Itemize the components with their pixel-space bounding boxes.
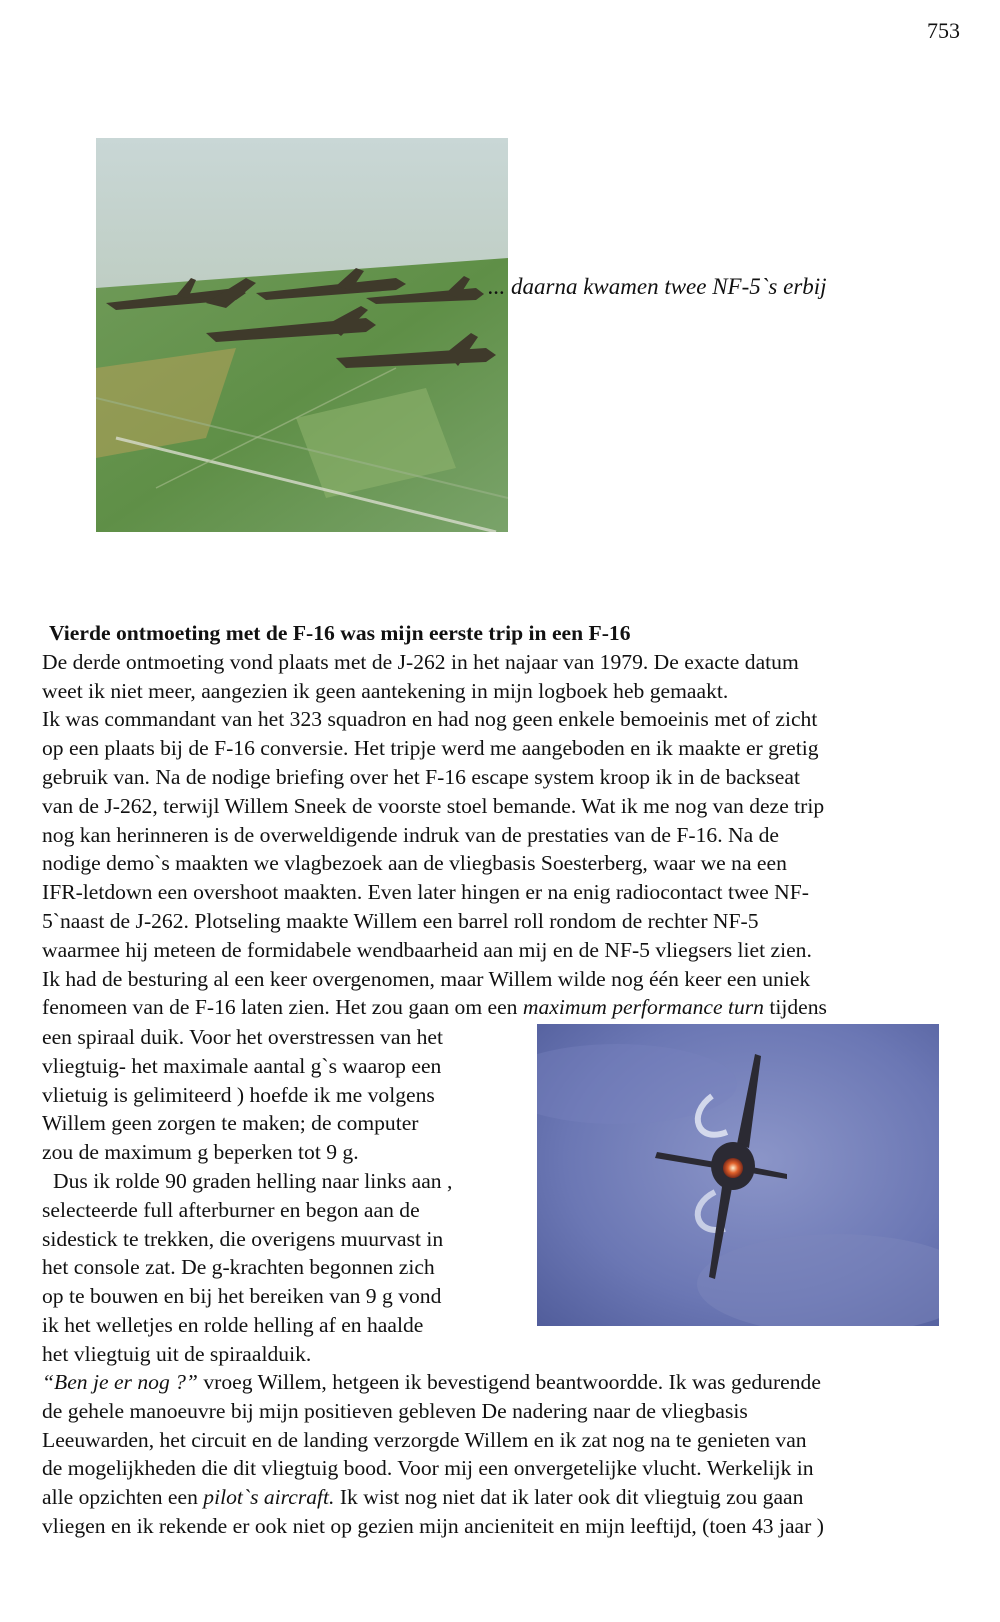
text-line: vlietuig is gelimiteerd ) hoefde ik me volgens xyxy=(42,1082,435,1107)
text-segment: vroeg Willem, hetgeen ik bevestigend beantwoordde. Ik was gedurende xyxy=(197,1370,821,1394)
text-line: de gehele manoeuvre bij mijn positieven gebleven De nadering naar de vliegbasis xyxy=(42,1398,748,1423)
text-line: De derde ontmoeting vond plaats met de J-262 in het najaar van 1979. De exacte datum xyxy=(42,649,799,674)
text-line: ik het welletjes en rolde helling af en haalde xyxy=(42,1312,424,1337)
italic-quote: “Ben je er nog ?” xyxy=(42,1370,198,1394)
text-segment: alle opzichten een xyxy=(42,1485,204,1510)
text-line: het console zat. De g-krachten begonnen zich xyxy=(42,1255,435,1280)
article-wrapped-block xyxy=(42,1023,522,1369)
text-line: Dus ik rolde 90 graden helling naar links aan , xyxy=(53,1168,453,1193)
text-line: van de J-262, terwijl Willem Sneek de voorste stoel bemande. Wat ik me nog van deze trip xyxy=(42,793,825,818)
text-line: op een plaats bij de F-16 conversie. Het tripje werd me aangeboden en ik maakte er gretig xyxy=(42,736,819,761)
text-line: het vliegtuig uit de spiraalduik. xyxy=(42,1341,312,1366)
text-line: Ik had de besturing al een keer overgenomen, maar Willem wilde nog één keer een uniek xyxy=(42,966,811,991)
text-line: vliegen en ik rekende er ook niet op gezien mijn ancieniteit en mijn leeftijd, (toen 43 jaar ) xyxy=(42,1513,824,1538)
article-heading: Vierde ontmoeting met de F-16 was mijn eerste trip in een F-16 xyxy=(49,621,631,645)
text-line: weet ik niet meer, aangezien ik geen aantekening in mijn logboek heb gemaakt. xyxy=(42,678,729,703)
text-segment: Ik wist nog niet dat ik later ook dit vliegtuig zou gaan xyxy=(334,1485,804,1510)
text-line-mpt xyxy=(42,993,958,1022)
italic-term: pilot`s aircraft. xyxy=(203,1485,335,1510)
text-line: zou de maximum g beperken tot 9 g. xyxy=(42,1140,359,1165)
italic-term: maximum performance turn xyxy=(522,995,764,1020)
text-line: gebruik van. Na de nodige briefing over het F-16 escape system kroop ik in de backseat xyxy=(42,764,800,789)
text-line: Willem geen zorgen te maken; de computer xyxy=(42,1111,419,1136)
formation-photo-caption: ... daarna kwamen twee NF-5`s erbij xyxy=(488,274,827,299)
text-line: Leeuwarden, het circuit en de landing verzorgde Willem en ik zat nog na te genieten van xyxy=(42,1427,807,1452)
text-line-quote xyxy=(42,1368,958,1397)
page-number: 753 xyxy=(927,18,960,43)
text-line: een spiraal duik. Voor het overstressen van het xyxy=(42,1025,443,1049)
text-line: nodige demo`s maakten we vlagbezoek aan de vliegbasis Soesterberg, waar we na een xyxy=(42,851,787,876)
formation-photo xyxy=(96,138,508,532)
article-bottom-block xyxy=(42,1368,958,1541)
text-line: selecteerde full afterburner en begon aan de xyxy=(42,1197,420,1222)
text-segment: fenomeen van de F-16 laten zien. Het zou gaan om een xyxy=(42,995,523,1020)
text-line: op te bouwen en bij het bereiken van 9 g vond xyxy=(42,1284,442,1309)
text-line: 5`naast de J-262. Plotseling maakte Willem een barrel roll rondom de rechter NF-5 xyxy=(42,908,759,933)
text-segment: tijdens xyxy=(763,995,827,1020)
text-line-pilot xyxy=(42,1483,958,1512)
text-line: IFR-letdown een overshoot maakten. Even later hingen er na enig radiocontact twee NF- xyxy=(42,880,809,905)
text-line: nog kan herinneren is de overweldigende indruk van de prestaties van de F-16. Na de xyxy=(42,822,779,847)
text-line: waarmee hij meteen de formidabele wendbaarheid aan mij en de NF-5 vliegsers liet zien. xyxy=(42,937,812,962)
f16-maneuver-photo xyxy=(537,1024,939,1326)
text-line: vliegtuig- het maximale aantal g`s waarop een xyxy=(42,1053,442,1078)
text-line: Ik was commandant van het 323 squadron en had nog geen enkele bemoeinis met of zicht xyxy=(42,707,818,732)
article-top-block xyxy=(42,619,958,1022)
text-line: de mogelijkheden die dit vliegtuig bood. Voor mij een onvergetelijke vlucht. Werkelijk in xyxy=(42,1456,814,1481)
text-line: sidestick te trekken, die overigens muurvast in xyxy=(42,1226,444,1251)
